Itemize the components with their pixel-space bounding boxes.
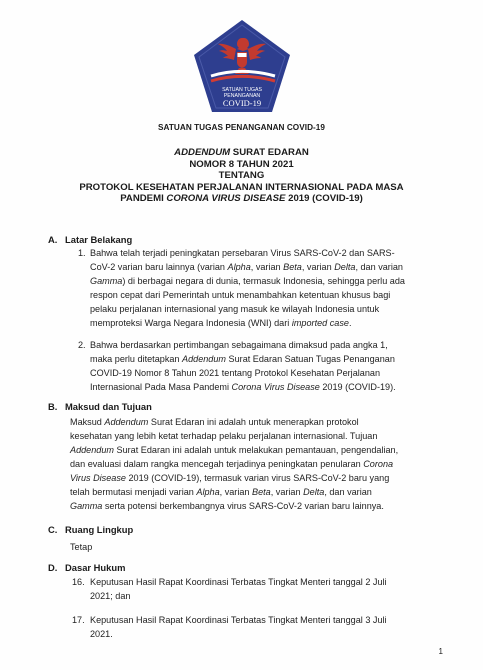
- document-page: SATUAN TUGAS PENANGANAN COVID-19 SATUAN TUGAS PENANGANAN COVID-19 ADDENDUM SURAT EDARAN NOMOR 8 TAHUN 2021 TENTANG PROTOKOL KESEHATAN PERJALANAN INTERNASIONAL PADA MASA PANDEMI CORONA VIRUS DISEASE 2019 (COVID-19) A. Latar Belakang 1. Bahwa telah terjadi peningkatan persebaran Virus SARS-CoV-2 dan SARS- CoV-2 varian baru lainnya (varian Alpha, varian Beta, varian Delta, dan varian Gamma) di berbagai negara di dunia, termasuk Indonesia, sehingga perlu ada respon cepat dari Pemerintah untuk menambahkan ketentuan khusus bagi pelaku perjalanan internasional yang masuk ke wilayah Indonesia untuk memproteksi Warga Negara Indonesia (WNI) dari imported case. 2. Bahwa berdasarkan pertimbangan sebagaimana dimaksud pada angka 1, maka perlu ditetapkan Addendum Surat Edaran Satuan Tugas Penanganan COVID-19 Nomor 8 Tahun 2021 tentang Protokol Kesehatan Perjalanan Internasional Pada Masa Pandemi Corona Virus Disease 2019 (COVID-19). B. Maksud dan Tujuan Maksud Addendum Surat Edaran ini adalah untuk menerapkan protokol kesehatan yang lebih ketat terhadap pelaku perjalanan internasional. Tujuan Addendum Surat Edaran ini adalah untuk melakukan pemantauan, pengendalian, dan evaluasi dalam rangka mencegah terjadinya peningkatan penularan Corona Virus Disease 2019 (COVID-19), termasuk varian virus SARS-CoV-2 baru yang telah bermutasi menjadi varian Alpha, varian Beta, varian Delta, dan varian Gamma serta potensi berkembangnya virus SARS-CoV-2 varian baru lainnya. C. Ruang Lingkup Tetap D. Dasar Hukum 16. Keputusan Hasil Rapat Koordinasi Terbatas Tingkat Menteri tanggal 2 Juli 2021; dan 17. Keputusan Hasil Rapat Koordinasi Terbatas Tingkat Menteri tanggal 3 Juli 2021. 1: [0, 0, 483, 670]
- page-number: 1: [438, 647, 443, 656]
- text-line: Gamma) di berbagai negara di dunia, termasuk Indonesia, sehingga perlu ada: [90, 276, 405, 286]
- text-line: Bahwa telah terjadi peningkatan persebaran Virus SARS-CoV-2 dan SARS-: [90, 248, 395, 258]
- title-line-3: TENTANG: [218, 170, 265, 182]
- satgas-covid19-logo: [191, 18, 293, 116]
- text-line: Internasional Pada Masa Pandemi Corona Virus Disease 2019 (COVID-19).: [90, 382, 396, 392]
- text-line: pelaku perjalanan internasional yang masuk ke wilayah Indonesia untuk: [90, 304, 380, 314]
- organization-name: SATUAN TUGAS PENANGANAN COVID-19: [157, 123, 326, 132]
- title-line-1: ADDENDUM SURAT EDARAN: [174, 147, 309, 158]
- logo-text-line3: COVID-19: [222, 98, 262, 108]
- text-line: COVID-19 Nomor 8 Tahun 2021 tentang Protokol Kesehatan Perjalanan: [90, 368, 381, 378]
- logo-text-line2: PENANGANAN: [223, 93, 261, 99]
- text-line: Bahwa berdasarkan pertimbangan sebagaimana dimaksud pada angka 1,: [90, 340, 388, 350]
- text-line: Addendum Surat Edaran ini adalah untuk melakukan pemantauan, pengendalian,: [70, 445, 399, 455]
- text-line: telah bermutasi menjadi varian Alpha, varian Beta, varian Delta, dan varian: [70, 487, 372, 497]
- text-line: Gamma serta potensi berkembangnya virus SARS-CoV-2 varian baru lainnya.: [70, 501, 384, 511]
- text-line: Maksud Addendum Surat Edaran ini adalah untuk menerapkan protokol: [70, 417, 359, 427]
- text-line: Keputusan Hasil Rapat Koordinasi Terbatas Tingkat Menteri tanggal 2 Juli: [90, 577, 387, 587]
- title-line-2: NOMOR 8 TAHUN 2021: [189, 158, 294, 170]
- text-line: dan evaluasi dalam rangka mencegah terjadinya peningkatan penularan Corona: [70, 459, 394, 469]
- text-line: memproteksi Warga Negara Indonesia (WNI) dari imported case.: [90, 318, 352, 328]
- text-line: 2021; dan: [90, 591, 131, 601]
- text-line: kesehatan yang lebih ketat terhadap pelaku perjalanan internasional. Tujuan: [70, 431, 378, 441]
- document-title: [0, 147, 483, 205]
- text-line: respon cepat dari Pemerintah untuk menambahkan ketentuan khusus bagi: [90, 290, 391, 300]
- title-line-4: PROTOKOL KESEHATAN PERJALANAN INTERNASIONAL PADA MASA: [79, 181, 404, 193]
- text-line: CoV-2 varian baru lainnya (varian Alpha, varian Beta, varian Delta, dan varian: [90, 262, 403, 272]
- logo-text-line1: SATUAN TUGAS: [222, 87, 262, 93]
- section-c-body: Tetap: [70, 542, 93, 552]
- text-line: Keputusan Hasil Rapat Koordinasi Terbatas Tingkat Menteri tanggal 3 Juli: [90, 615, 387, 625]
- text-line: 2021.: [90, 629, 113, 639]
- text-line: Virus Disease 2019 (COVID-19), termasuk varian virus SARS-CoV-2 baru yang: [70, 473, 390, 483]
- title-line-5: PANDEMI CORONA VIRUS DISEASE 2019 (COVID-19): [120, 193, 363, 205]
- text-line: maka perlu ditetapkan Addendum Surat Edaran Satuan Tugas Penanganan: [90, 354, 395, 364]
